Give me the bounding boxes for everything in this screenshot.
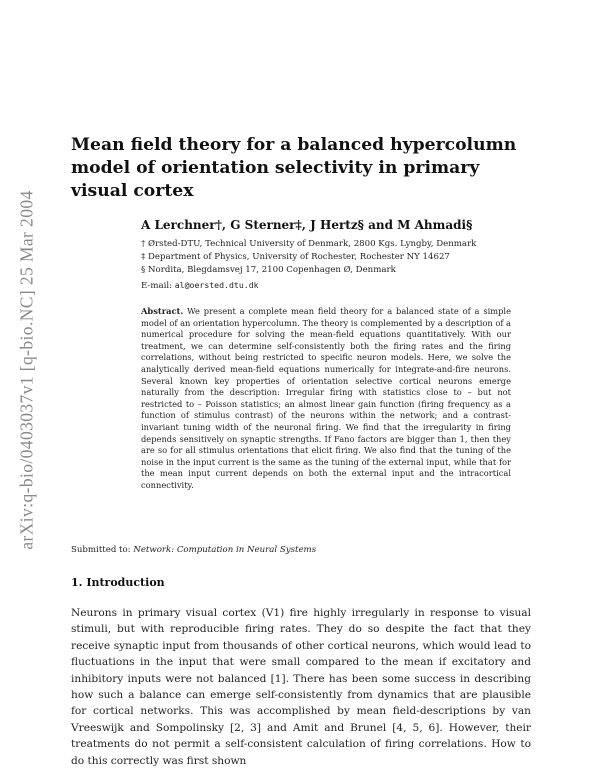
- contact-email: [141, 280, 259, 291]
- affiliation-3: § Nordita, Blegdamsvej 17, 2100 Copenhagen Ø, Denmark: [141, 265, 396, 275]
- email-label: E-mail:: [141, 281, 173, 291]
- arxiv-sidebar-stamp: [13, 170, 41, 570]
- abstract-label: Abstract.: [141, 306, 184, 316]
- section-heading-introduction: 1. Introduction: [71, 576, 165, 589]
- submitted-label: Submitted to:: [71, 545, 131, 555]
- affiliation-2: ‡ Department of Physics, University of Rochester, Rochester NY 14627: [141, 252, 450, 262]
- abstract: [141, 306, 511, 492]
- author-list: A Lerchner†, G Sterner‡, J Hertz§ and M Ahmadi§: [141, 218, 473, 232]
- arxiv-identifier: arXiv:q-bio/0403037v1 [q-bio.NC] 25 Mar 2004: [16, 190, 37, 550]
- introduction-paragraph: Neurons in primary visual cortex (V1) fire highly irregularly in response to visual stimuli, but with reproducible firing rates. They do so despite the fact that they receive synaptic input from thousands of other cortical neurons, which would lead to fluctuations in the input that were small compared to the mean if excitatory and inhibitory inputs were not balanced [1]. There has been some success in describing how such a balance can emerge self-consistently from dynamics that are plausible for cortical networks. This was accomplished by mean field-descriptions by van Vreeswijk and Sompolinsky [2, 3] and Amit and Brunel [4, 5, 6]. However, their treatments do not permit a self-consistent calculation of firing correlations. How to do this correctly was first shown: [71, 607, 531, 767]
- paper-title: Mean field theory for a balanced hypercolumn model of orientation selectivity in primary visual cortex: [71, 135, 517, 201]
- submission-note: [71, 545, 316, 555]
- abstract-text: We present a complete mean field theory for a balanced state of a simple model of an orientation hypercolumn. The theory is complemented by a description of a numerical procedure for solving the mean-field equations quantitatively. With our treatment, we can determine self-consistently both the firing rates and the firing correlations, without being restricted to specific neuron models. Here, we solve the analytically derived mean-field equations numerically for integrate-and-fire neurons. Several known key properties of orientation selective cortical neurons emerge naturally from the description: Irregular firing with statistics close to – but not restricted to – Poisson statistics; an almost linear gain function (firing frequency as a function of stimulus contrast) of the neurons within the network; and a contrast-invariant tuning width of the neuronal firing. We find that the irregularity in firing depends sensitively on synaptic strengths. If Fano factors are bigger than 1, then they are so for all stimulus orientations that elicit firing. We also find that the tuning of the noise in the input current is the same as the tuning of the external input, while that for the mean input current depends on both the external input and the intracortical connectivity.: [141, 306, 511, 490]
- email-address[interactable]: al@oersted.dtu.dk: [174, 280, 259, 290]
- journal-name: Network: Computation in Neural Systems: [133, 545, 317, 555]
- affiliation-1: † Ørsted-DTU, Technical University of Denmark, 2800 Kgs. Lyngby, Denmark: [141, 239, 477, 249]
